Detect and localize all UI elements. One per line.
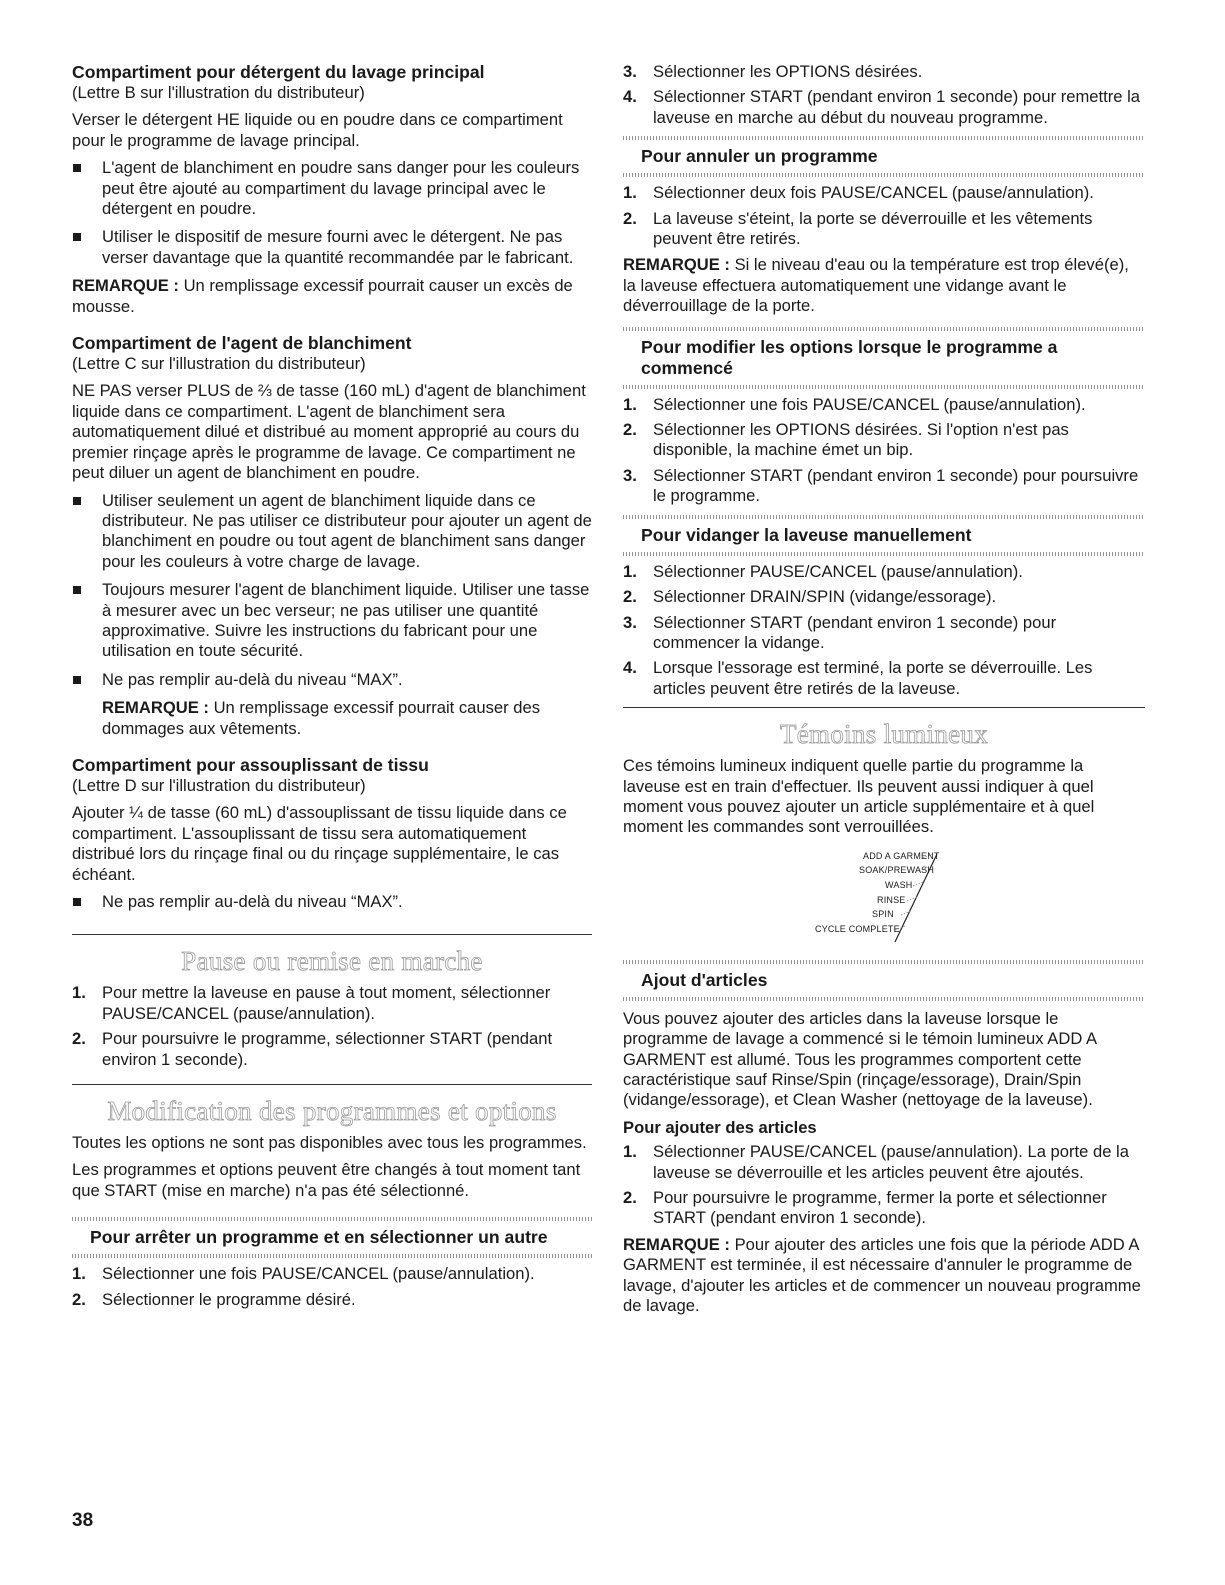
list-item: 1. Sélectionner deux fois PAUSE/CANCEL (pause/annulation). — [623, 183, 1094, 203]
dotted-divider — [623, 997, 1145, 1001]
page-number: 38 — [72, 1510, 94, 1531]
list-item: 2. Sélectionner le programme désiré. — [72, 1289, 356, 1309]
section-divider — [72, 934, 592, 935]
subheading-add-items: Pour ajouter des articles — [623, 1117, 817, 1137]
section-divider — [72, 1084, 592, 1085]
light-label-cycle-complete: CYCLE COMPLETE — [815, 923, 900, 934]
list-item: 2. Sélectionner DRAIN/SPIN (vidange/essorage). — [623, 587, 997, 607]
light-label-soak-prewash: SOAK/PREWASH — [859, 864, 935, 875]
list-item: 1. Pour mettre la laveuse en pause à tout moment, sélectionner PAUSE/CANCEL (pause/annulation). — [72, 983, 551, 1023]
note-cancel — [623, 255, 1145, 316]
note-text: Un remplissage excessif pourrait causer un excès de mousse. — [72, 276, 573, 316]
note-label: REMARQUE : — [102, 698, 209, 718]
list-item: 2. Sélectionner les OPTIONS désirées. Si l'option n'est pas disponible, la machine émet un bip. — [623, 420, 1069, 460]
numbered-list-continued — [623, 62, 1145, 128]
numbered-list-pause — [72, 983, 592, 1070]
list-item: 2. Pour poursuivre le programme, fermer la porte et sélectionner START (pendant environ 1 seconde). — [623, 1188, 1107, 1228]
list-item: 3. Sélectionner START (pendant environ 1 seconde) pour poursuivre le programme. — [623, 465, 1139, 506]
indicator-lights-diagram — [623, 850, 1145, 942]
dotted-divider — [623, 960, 1145, 964]
numbered-list-drain — [623, 562, 1145, 699]
subsection-title-drain: Pour vidanger la laveuse manuellement — [641, 524, 972, 545]
list-item: 1. Sélectionner PAUSE/CANCEL (pause/annulation). — [623, 561, 1023, 581]
paragraph-softener: Ajouter ¼ de tasse (60 mL) d'assouplissant de tissu liquide dans ce compartiment. L'assouplissant de tissu sera automatiquement distribué lors du rinçage final ou du rinçage supplémentaire, le cas échéant. — [72, 803, 567, 884]
right-column — [623, 62, 1145, 1323]
list-item: Utiliser le dispositif de mesure fourni avec le détergent. Ne pas verser davantage que la quantité recommandée par le fabricant. — [72, 227, 592, 268]
bullet-list-main-wash — [72, 158, 592, 268]
subsection-title-modify-options: Pour modifier les options lorsque le programme a commencé — [641, 336, 1058, 378]
heading-main-wash-compartment: Compartiment pour détergent du lavage principal — [72, 62, 485, 82]
subheading-letter-b: (Lettre B sur l'illustration du distributeur) — [72, 83, 365, 102]
paragraph-modif-2: Les programmes et options peuvent être changés à tout moment tant que START (mise en marche) n'a pas été sélectionné. — [72, 1160, 581, 1200]
heading-softener-compartment: Compartiment pour assouplissant de tissu — [72, 754, 429, 775]
light-label-rinse: RINSE — [877, 894, 906, 905]
dotted-divider — [623, 515, 1145, 519]
list-item: 4. Sélectionner START (pendant environ 1 seconde) pour remettre la laveuse en marche au début du nouveau programme. — [623, 87, 1141, 127]
numbered-list-modify-options — [623, 395, 1145, 507]
subheading-letter-d: (Lettre D sur l'illustration du distributeur) — [72, 775, 366, 795]
dotted-divider — [623, 385, 1145, 389]
heading-bleach-compartment: Compartiment de l'agent de blanchiment — [72, 333, 412, 354]
light-label-add-garment: ADD A GARMENT — [863, 850, 940, 861]
list-item: 3. Sélectionner les OPTIONS désirées. — [623, 62, 923, 81]
note-add-items — [623, 1235, 1145, 1317]
note-label: REMARQUE : — [623, 255, 730, 275]
dotted-divider — [623, 552, 1145, 556]
list-item: 1. Sélectionner PAUSE/CANCEL (pause/annulation). La porte de la laveuse se déverrouille et les articles peuvent être ajoutés. — [623, 1142, 1129, 1182]
subsection-title-stop: Pour arrêter un programme et en sélectionner un autre — [90, 1227, 548, 1248]
dotted-divider — [623, 327, 1145, 331]
dotted-divider — [72, 1217, 592, 1221]
subheading-letter-c: (Lettre C sur l'illustration du distributeur) — [72, 354, 366, 374]
section-title-pause: Pause ou remise en marche — [181, 946, 483, 977]
numbered-list-add-items — [623, 1142, 1145, 1229]
light-label-spin: SPIN — [872, 908, 894, 919]
note-label: REMARQUE : — [623, 1234, 730, 1254]
dotted-divider — [623, 136, 1145, 140]
note-bleach — [72, 698, 592, 739]
bullet-list-bleach — [72, 491, 592, 691]
paragraph-bleach: NE PAS verser PLUS de ⅔ de tasse (160 mL) d'agent de blanchiment liquide dans ce compartiment. L'agent de blanchiment sera automatiquement dilué et distribué au moment approprié au cours du premier rinçage après le programme de lavage. Ce compartiment ne peut diluer un agent de blanchiment en poudre. — [72, 381, 586, 483]
paragraph-modif-1: Toutes les options ne sont pas disponibles avec tous les programmes. — [72, 1133, 587, 1153]
list-item: Ne pas remplir au-delà du niveau “MAX”. — [72, 892, 592, 912]
bullet-list-softener — [72, 892, 592, 912]
dotted-divider — [72, 1254, 592, 1258]
list-item: 1. Sélectionner une fois PAUSE/CANCEL (pause/annulation). — [72, 1264, 535, 1284]
note-text: Si le niveau d'eau ou la température est trop élevé(e), la laveuse effectuera automatiquement une vidange avant le déverrouillage de la porte. — [623, 255, 1129, 316]
list-item: Utiliser seulement un agent de blanchiment liquide dans ce distributeur. Ne pas utiliser ce distributeur pour ajouter un agent de blanchiment en poudre ou tout agent de blanchiment sans danger pour les couleurs à votre charge de lavage. — [72, 491, 592, 573]
section-title-indicator-lights: Témoins lumineux — [779, 719, 989, 750]
list-item: 3. Sélectionner START (pendant environ 1 seconde) pour commencer la vidange. — [623, 612, 1057, 652]
section-title-modification: Modification des programmes et options — [107, 1096, 557, 1127]
left-column — [72, 62, 592, 1316]
list-item: L'agent de blanchiment en poudre sans danger pour les couleurs peut être ajouté au compartiment du lavage principal avec le détergent en poudre. — [72, 158, 592, 219]
numbered-list-stop — [72, 1264, 592, 1310]
paragraph-main-wash: Verser le détergent HE liquide ou en poudre dans ce compartiment pour le programme de lavage principal. — [72, 110, 563, 150]
numbered-list-cancel — [623, 183, 1145, 249]
subsection-title-add-garment: Ajout d'articles — [641, 969, 768, 990]
note-text: Un remplissage excessif pourrait causer des dommages aux vêtements. — [102, 698, 541, 738]
list-item: Ne pas remplir au-delà du niveau “MAX”. — [72, 670, 592, 690]
note-text: Pour ajouter des articles une fois que la période ADD A GARMENT est terminée, il est nécessaire d'annuler le programme de lavage, d'ajouter les articles et de commencer un nouveau programme de lavage. — [623, 1234, 1141, 1316]
light-label-wash: WASH — [885, 879, 913, 890]
list-item: 1. Sélectionner une fois PAUSE/CANCEL (pause/annulation). — [623, 394, 1086, 414]
list-item: 2. Pour poursuivre le programme, sélectionner START (pendant environ 1 seconde). — [72, 1029, 553, 1069]
paragraph-add-garment: Vous pouvez ajouter des articles dans la laveuse lorsque le programme de lavage a commencé si le témoin lumineux ADD A GARMENT est allumé. Tous les programmes comportent cette caractéristique sauf Rinse/Spin (rinçage/essorage), Drain/Spin (vidange/essorage), et Clean Washer (nettoyage de la laveuse). — [623, 1008, 1097, 1110]
list-item: 2. La laveuse s'éteint, la porte se déverrouille et les vêtements peuvent être retirés. — [623, 208, 1093, 249]
subsection-title-cancel: Pour annuler un programme — [641, 146, 878, 167]
paragraph-indicator-lights: Ces témoins lumineux indiquent quelle partie du programme la laveuse est en train d'effectuer. Ils peuvent aussi indiquer à quel moment vous pouvez ajouter un article supplémentaire et à quel moment les commandes sont verrouillées. — [623, 756, 1095, 837]
section-divider — [623, 707, 1145, 708]
note-label: REMARQUE : — [72, 276, 179, 296]
list-item: Toujours mesurer l'agent de blanchiment liquide. Utiliser une tasse à mesurer avec un bec verseur; ne pas utiliser une quantité approximative. Suivre les instructions du fabricant pour une utilisation en toute sécurité. — [72, 580, 592, 662]
list-item: 4. Lorsque l'essorage est terminé, la porte se déverrouille. Les articles peuvent être retirés de la laveuse. — [623, 658, 1093, 698]
dotted-divider — [623, 173, 1145, 177]
note-main-wash — [72, 276, 592, 317]
